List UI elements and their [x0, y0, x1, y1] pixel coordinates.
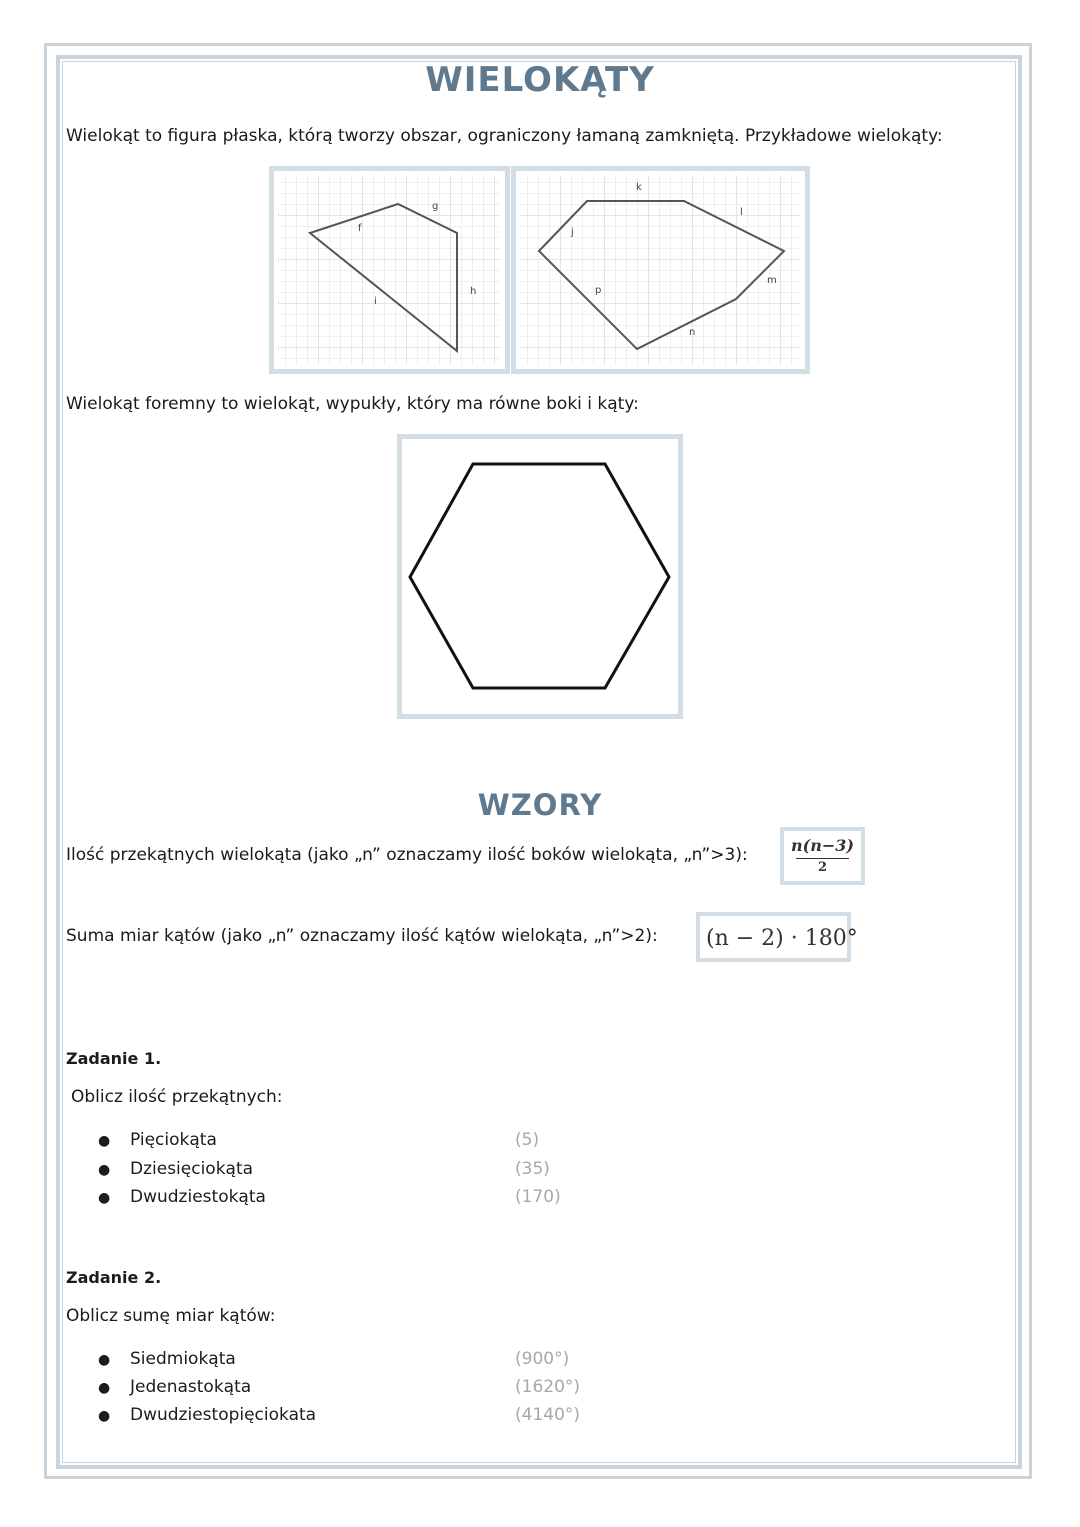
label-k: k: [636, 182, 642, 193]
task2-answer: (900°): [515, 1349, 570, 1369]
intro-text: Wielokąt to figura płaska, którą tworzy obszar, ograniczony łamaną zamkniętą. Przykładowe wielokąty:: [66, 126, 943, 146]
task2-item-label: Dwudziestopięciokata: [130, 1405, 317, 1425]
bullet: ●: [98, 1380, 111, 1396]
task1-answer: (5): [515, 1130, 540, 1150]
diagonals-formula-numerator: n(n−3): [791, 836, 854, 855]
label-h: h: [470, 286, 477, 297]
regular-hexagon-panel: [397, 434, 683, 719]
task2-item-label: Siedmiokąta: [130, 1349, 236, 1369]
regular-hexagon-figure: [402, 439, 678, 714]
task2-answer: (4140°): [515, 1405, 581, 1425]
task2-item-label: Jedenastokąta: [130, 1377, 252, 1397]
task2-answer: (1620°): [515, 1377, 581, 1397]
task2-title: Zadanie 2.: [66, 1268, 162, 1287]
task1-item-label: Dwudziestokąta: [130, 1187, 266, 1207]
bullet: ●: [98, 1162, 111, 1178]
task1-item: [98, 1187, 266, 1207]
label-l: l: [740, 207, 743, 218]
label-i: i: [374, 296, 377, 307]
task1-answer: (170): [515, 1187, 561, 1207]
angles-formula: [696, 912, 858, 962]
task2-item: [98, 1349, 236, 1369]
label-p: p: [595, 285, 602, 296]
label-m: m: [767, 275, 777, 286]
fraction-bar: [796, 858, 849, 859]
task1-instruction: Oblicz ilość przekątnych:: [71, 1087, 283, 1107]
formulas-title: WZORY: [477, 788, 603, 822]
polygon-example-1: [269, 166, 510, 374]
diagonals-text: Ilość przekątnych wielokąta (jako „n” oznaczamy ilość boków wielokąta, „n”>3):: [66, 845, 748, 865]
task1-item: [98, 1159, 253, 1179]
polygon-example-2-figure: [516, 171, 805, 369]
task2-instruction: Oblicz sumę miar kątów:: [66, 1306, 276, 1326]
label-j: j: [571, 227, 574, 238]
polygon-example-2: [511, 166, 810, 374]
bullet: ●: [98, 1133, 111, 1149]
polygon-example-1-figure: [274, 171, 505, 369]
task2-item: [98, 1377, 251, 1397]
angles-text: Suma miar kątów (jako „n” oznaczamy ilość kątów wielokąta, „n”>2):: [66, 926, 658, 946]
angles-formula-expression: (n − 2) · 180°: [706, 926, 858, 951]
task1-answer: (35): [515, 1159, 550, 1179]
regular-hexagon-shape: [410, 464, 669, 688]
bullet: ●: [98, 1352, 111, 1368]
bullet: ●: [98, 1190, 111, 1206]
diagonals-formula: [780, 827, 865, 885]
diagonals-formula-denominator: 2: [817, 860, 828, 875]
task1-item-label: Dziesięciokąta: [130, 1159, 254, 1179]
task1-item: [98, 1130, 217, 1150]
task1-title: Zadanie 1.: [66, 1049, 162, 1068]
task1-item-label: Pięciokąta: [130, 1130, 217, 1150]
bullet: ●: [98, 1408, 111, 1424]
label-f: f: [358, 223, 362, 234]
page-title: WIELOKĄTY: [425, 60, 655, 100]
task2-item: [98, 1405, 316, 1425]
label-n: n: [689, 327, 696, 338]
label-g: g: [432, 201, 439, 212]
regular-polygon-definition: Wielokąt foremny to wielokąt, wypukły, który ma równe boki i kąty:: [66, 394, 639, 414]
